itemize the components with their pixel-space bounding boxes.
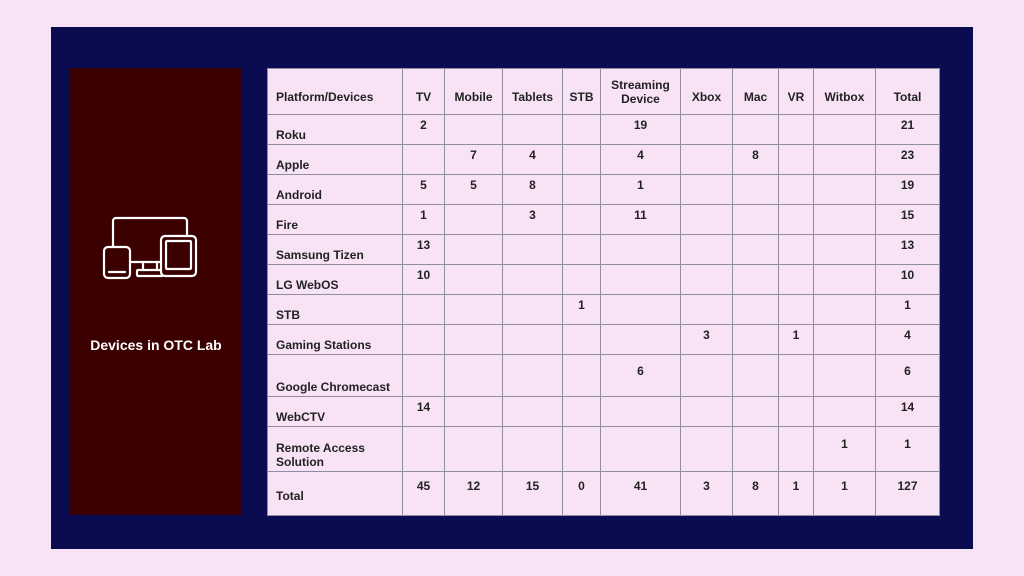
table-cell [779, 427, 814, 472]
table-cell: 13 [403, 235, 445, 265]
table-cell [814, 397, 876, 427]
column-header: Streaming Device [601, 69, 681, 115]
table-cell [733, 397, 779, 427]
table-cell [779, 115, 814, 145]
table-cell: 1 [601, 175, 681, 205]
table-cell [445, 397, 503, 427]
table-cell [563, 397, 601, 427]
table-cell [601, 325, 681, 355]
table-cell: 0 [563, 472, 601, 516]
table-row [268, 175, 940, 205]
column-header: Mac [733, 69, 779, 115]
table-cell [681, 145, 733, 175]
table-cell [733, 295, 779, 325]
table-row [268, 295, 940, 325]
row-label: Total [268, 472, 403, 516]
table-cell [733, 175, 779, 205]
table-cell [681, 205, 733, 235]
table-cell [779, 265, 814, 295]
table-cell [403, 145, 445, 175]
table-cell [779, 295, 814, 325]
table-cell [403, 325, 445, 355]
table-cell [681, 427, 733, 472]
column-header: Mobile [445, 69, 503, 115]
column-header: Total [876, 69, 940, 115]
table-cell [779, 175, 814, 205]
table-cell: 4 [876, 325, 940, 355]
table-cell [503, 355, 563, 397]
panel-title: Devices in OTC Lab [90, 337, 222, 353]
table-cell [445, 325, 503, 355]
table-cell: 13 [876, 235, 940, 265]
table-cell [563, 427, 601, 472]
row-label: Android [268, 175, 403, 205]
table-cell [681, 235, 733, 265]
table-cell: 4 [503, 145, 563, 175]
column-header: VR [779, 69, 814, 115]
table-cell [814, 265, 876, 295]
table-cell [601, 397, 681, 427]
row-label: WebCTV [268, 397, 403, 427]
table-cell [601, 265, 681, 295]
table-cell [814, 115, 876, 145]
table-cell: 23 [876, 145, 940, 175]
table-cell [563, 355, 601, 397]
table-cell: 7 [445, 145, 503, 175]
row-label: Apple [268, 145, 403, 175]
table-header-row [268, 69, 940, 115]
table-cell [403, 355, 445, 397]
table-cell [563, 205, 601, 235]
devices-icon [101, 214, 201, 284]
table-cell: 6 [601, 355, 681, 397]
table-cell [814, 325, 876, 355]
table-cell: 1 [779, 472, 814, 516]
table-cell: 1 [876, 295, 940, 325]
table-cell: 127 [876, 472, 940, 516]
table-cell: 21 [876, 115, 940, 145]
table-cell: 10 [876, 265, 940, 295]
table-cell [681, 355, 733, 397]
table-cell: 4 [601, 145, 681, 175]
table-cell [681, 265, 733, 295]
table-cell [733, 205, 779, 235]
table-cell [681, 175, 733, 205]
table-cell: 3 [503, 205, 563, 235]
table-cell [814, 175, 876, 205]
table-cell: 1 [814, 427, 876, 472]
table-cell: 6 [876, 355, 940, 397]
table-cell [445, 115, 503, 145]
table-cell [779, 205, 814, 235]
table-cell: 1 [779, 325, 814, 355]
table-cell: 14 [403, 397, 445, 427]
table-row [268, 325, 940, 355]
table-cell [445, 265, 503, 295]
row-label: Fire [268, 205, 403, 235]
row-label: Remote Access Solution [268, 427, 403, 472]
table-cell [814, 145, 876, 175]
table-row [268, 115, 940, 145]
table-cell: 41 [601, 472, 681, 516]
table-cell [814, 355, 876, 397]
table-cell [563, 175, 601, 205]
table-cell [403, 295, 445, 325]
table-cell [733, 235, 779, 265]
table-cell [445, 295, 503, 325]
table-cell [779, 355, 814, 397]
table-row [268, 205, 940, 235]
table-cell: 3 [681, 472, 733, 516]
side-panel [70, 68, 242, 515]
table-cell [445, 205, 503, 235]
table-cell [779, 397, 814, 427]
table-cell [733, 427, 779, 472]
table-cell [601, 427, 681, 472]
table-cell [814, 205, 876, 235]
table-row [268, 355, 940, 397]
table-cell [403, 427, 445, 472]
table-cell [503, 295, 563, 325]
table-cell [563, 265, 601, 295]
table-cell [733, 115, 779, 145]
table-cell: 8 [733, 472, 779, 516]
table-cell: 11 [601, 205, 681, 235]
column-header: Platform/Devices [268, 69, 403, 115]
table-cell: 1 [814, 472, 876, 516]
table-cell [503, 397, 563, 427]
devices-table [267, 68, 940, 516]
table-cell [779, 235, 814, 265]
table-cell: 5 [403, 175, 445, 205]
table-cell [681, 397, 733, 427]
table-cell: 8 [733, 145, 779, 175]
table-cell [681, 295, 733, 325]
table-cell [601, 235, 681, 265]
table-cell [733, 265, 779, 295]
table-row [268, 235, 940, 265]
table-cell [445, 355, 503, 397]
row-label: Samsung Tizen [268, 235, 403, 265]
table-cell [563, 235, 601, 265]
table-cell: 1 [876, 427, 940, 472]
table-cell: 45 [403, 472, 445, 516]
table-cell [503, 235, 563, 265]
table-cell [563, 115, 601, 145]
table-cell: 1 [403, 205, 445, 235]
column-header: Witbox [814, 69, 876, 115]
table-cell: 8 [503, 175, 563, 205]
table-cell [503, 427, 563, 472]
table-cell [814, 235, 876, 265]
table-cell: 2 [403, 115, 445, 145]
table-cell [503, 325, 563, 355]
column-header: Tablets [503, 69, 563, 115]
table-cell: 15 [503, 472, 563, 516]
row-label: Roku [268, 115, 403, 145]
table-cell: 5 [445, 175, 503, 205]
table-row [268, 427, 940, 472]
table-cell [563, 325, 601, 355]
table-cell: 10 [403, 265, 445, 295]
column-header: TV [403, 69, 445, 115]
table-cell: 3 [681, 325, 733, 355]
table-cell: 19 [876, 175, 940, 205]
column-header: Xbox [681, 69, 733, 115]
table-cell [503, 265, 563, 295]
table-row [268, 265, 940, 295]
table-total-row [268, 472, 940, 516]
table-row [268, 397, 940, 427]
table-cell [503, 115, 563, 145]
table-cell: 15 [876, 205, 940, 235]
table-cell [563, 145, 601, 175]
table-cell [445, 235, 503, 265]
table-cell [733, 355, 779, 397]
table-cell: 12 [445, 472, 503, 516]
row-label: Google Chromecast [268, 355, 403, 397]
table-cell [601, 295, 681, 325]
row-label: STB [268, 295, 403, 325]
table-cell: 19 [601, 115, 681, 145]
table-cell [445, 427, 503, 472]
table-cell [814, 295, 876, 325]
table-cell [681, 115, 733, 145]
table-cell [733, 325, 779, 355]
column-header: STB [563, 69, 601, 115]
table-cell: 14 [876, 397, 940, 427]
table-cell: 1 [563, 295, 601, 325]
table-row [268, 145, 940, 175]
row-label: LG WebOS [268, 265, 403, 295]
row-label: Gaming Stations [268, 325, 403, 355]
table-cell [779, 145, 814, 175]
